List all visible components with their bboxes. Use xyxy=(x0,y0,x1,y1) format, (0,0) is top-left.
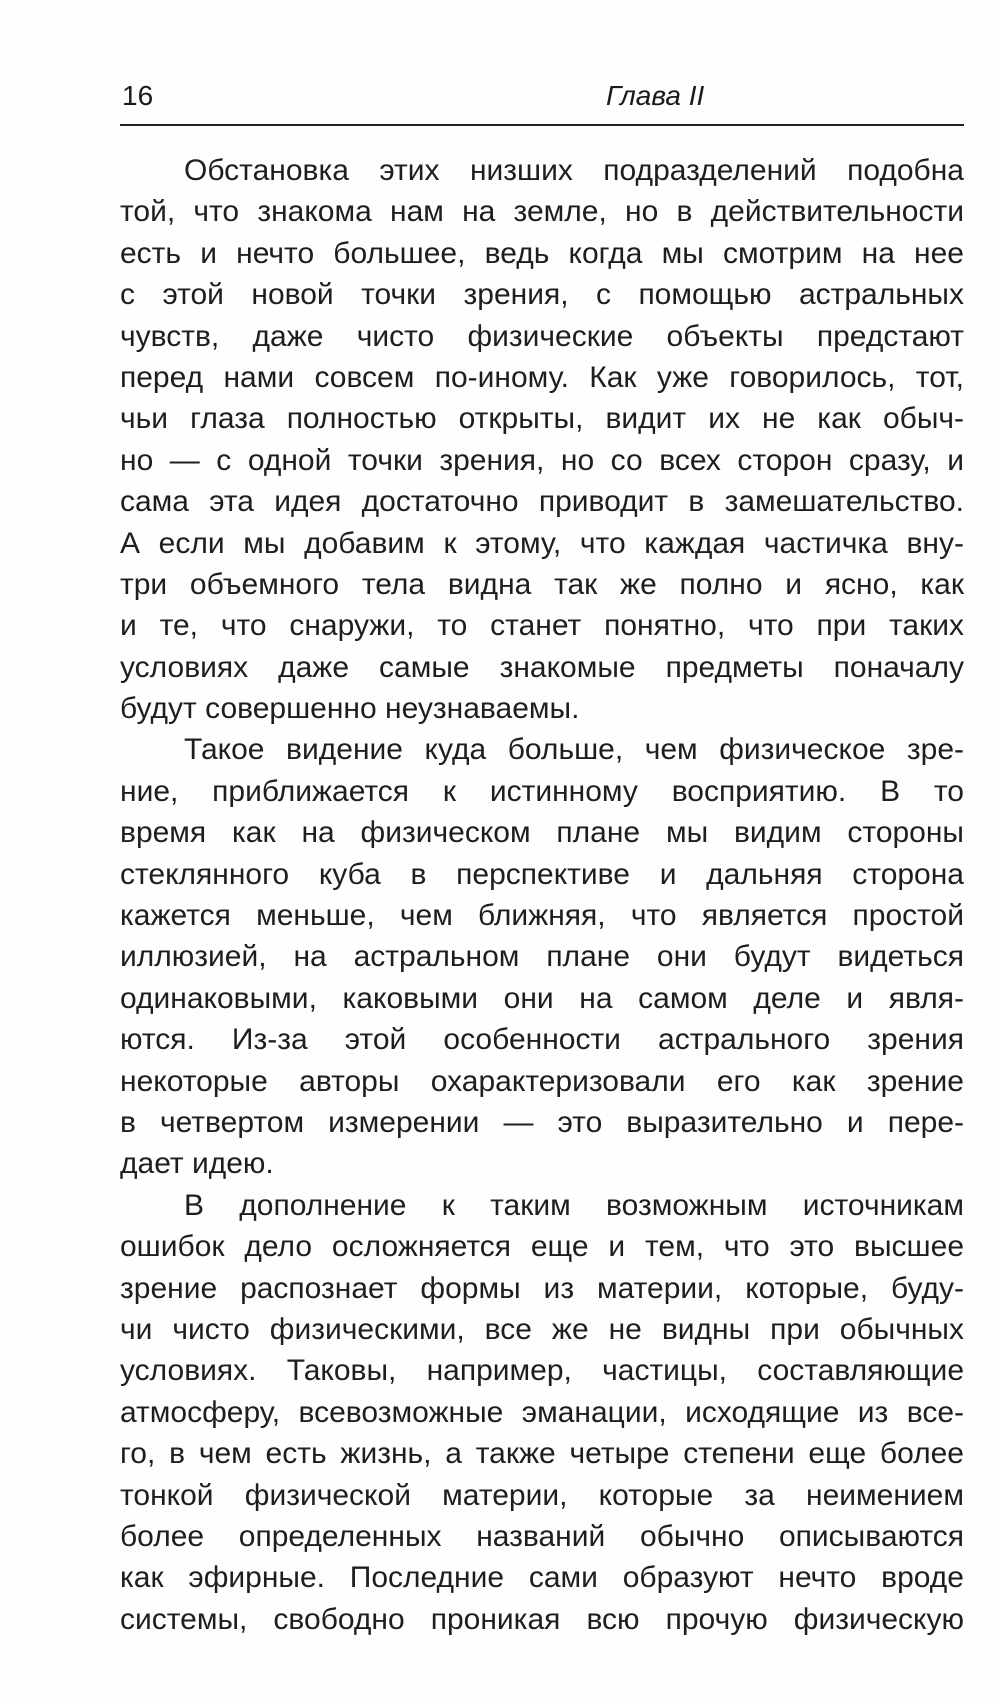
text-line: иллюзией, на астральном плане они будут видеться xyxy=(120,940,964,974)
text-line: Обстановка этих низших подразделений подобна xyxy=(184,154,964,187)
paragraph-2 xyxy=(120,729,964,1184)
text-line: есть и нечто большее, ведь когда мы смотрим на нее xyxy=(120,236,964,270)
text-line: дает идею. xyxy=(120,1147,274,1181)
text-line: некоторые авторы охарактеризовали его как зрение xyxy=(120,1064,964,1098)
text-line: В дополнение к таким возможным источникам xyxy=(184,1188,964,1222)
text-line: будут совершенно неузнаваемы. xyxy=(120,692,580,726)
text-line: зрение распознает формы из материи, которые, буду- xyxy=(120,1271,964,1305)
text-line: время как на физическом плане мы видим стороны xyxy=(120,816,964,850)
text-line: ние, приближается к истинному восприятию. В то xyxy=(120,774,964,808)
text-line: системы, свободно проникая всю прочую физическую xyxy=(120,1602,964,1636)
text-line: ошибок дело осложняется еще и тем, что это высшее xyxy=(120,1230,964,1264)
text-line: но — с одной точки зрения, но со всех сторон сразу, и xyxy=(120,443,964,477)
text-line: той, что знакома нам на земле, но в действительности xyxy=(120,195,964,229)
text-line: с этой новой точки зрения, с помощью астральных xyxy=(120,278,964,312)
page-number: 16 xyxy=(122,80,154,111)
paragraph-1 xyxy=(120,150,964,729)
text-line: Такое видение куда больше, чем физическое зре- xyxy=(184,733,964,767)
text-line: более определенных названий обычно описываются xyxy=(120,1519,964,1553)
text-line: одинаковыми, каковыми они на самом деле и явля- xyxy=(120,981,964,1015)
text-line: в четвертом измерении — это выразительно и пере- xyxy=(120,1105,964,1139)
text-line: А если мы добавим к этому, что каждая частичка вну- xyxy=(120,526,964,560)
text-line: атмосферу, всевозможные эманации, исходящие из все- xyxy=(120,1395,964,1429)
text-line: чувств, даже чисто физические объекты предстают xyxy=(120,319,964,353)
text-line: перед нами совсем по-иному. Как уже говорилось, тот, xyxy=(120,360,964,394)
chapter-running-head: Глава II xyxy=(606,80,705,111)
text-line: условиях даже самые знакомые предметы поначалу xyxy=(120,650,964,684)
body-text xyxy=(120,150,964,1640)
text-line: чи чисто физическими, все же не видны при обычных xyxy=(120,1312,964,1346)
text-line: три объемного тела видна так же полно и ясно, как xyxy=(120,567,964,601)
paragraph-3 xyxy=(120,1185,964,1640)
text-line: кажется меньше, чем ближняя, что является простой xyxy=(120,899,964,933)
text-line: чьи глаза полностью открыты, видит их не как обыч- xyxy=(120,402,964,436)
text-line: и те, что снаружи, то станет понятно, что при таких xyxy=(120,609,964,643)
text-line: тонкой физической материи, которые за неимением xyxy=(120,1478,964,1512)
text-line: ются. Из-за этой особенности астрального зрения xyxy=(120,1023,964,1057)
text-line: как эфирные. Последние сами образуют нечто вроде xyxy=(120,1561,964,1595)
text-line: сама эта идея достаточно приводит в замешательство. xyxy=(120,485,964,519)
text-line: условиях. Таковы, например, частицы, составляющие xyxy=(120,1354,964,1388)
text-line: го, в чем есть жизнь, а также четыре степени еще более xyxy=(120,1437,964,1471)
page-header xyxy=(120,78,964,126)
text-line: стеклянного куба в перспективе и дальняя сторона xyxy=(120,857,964,891)
